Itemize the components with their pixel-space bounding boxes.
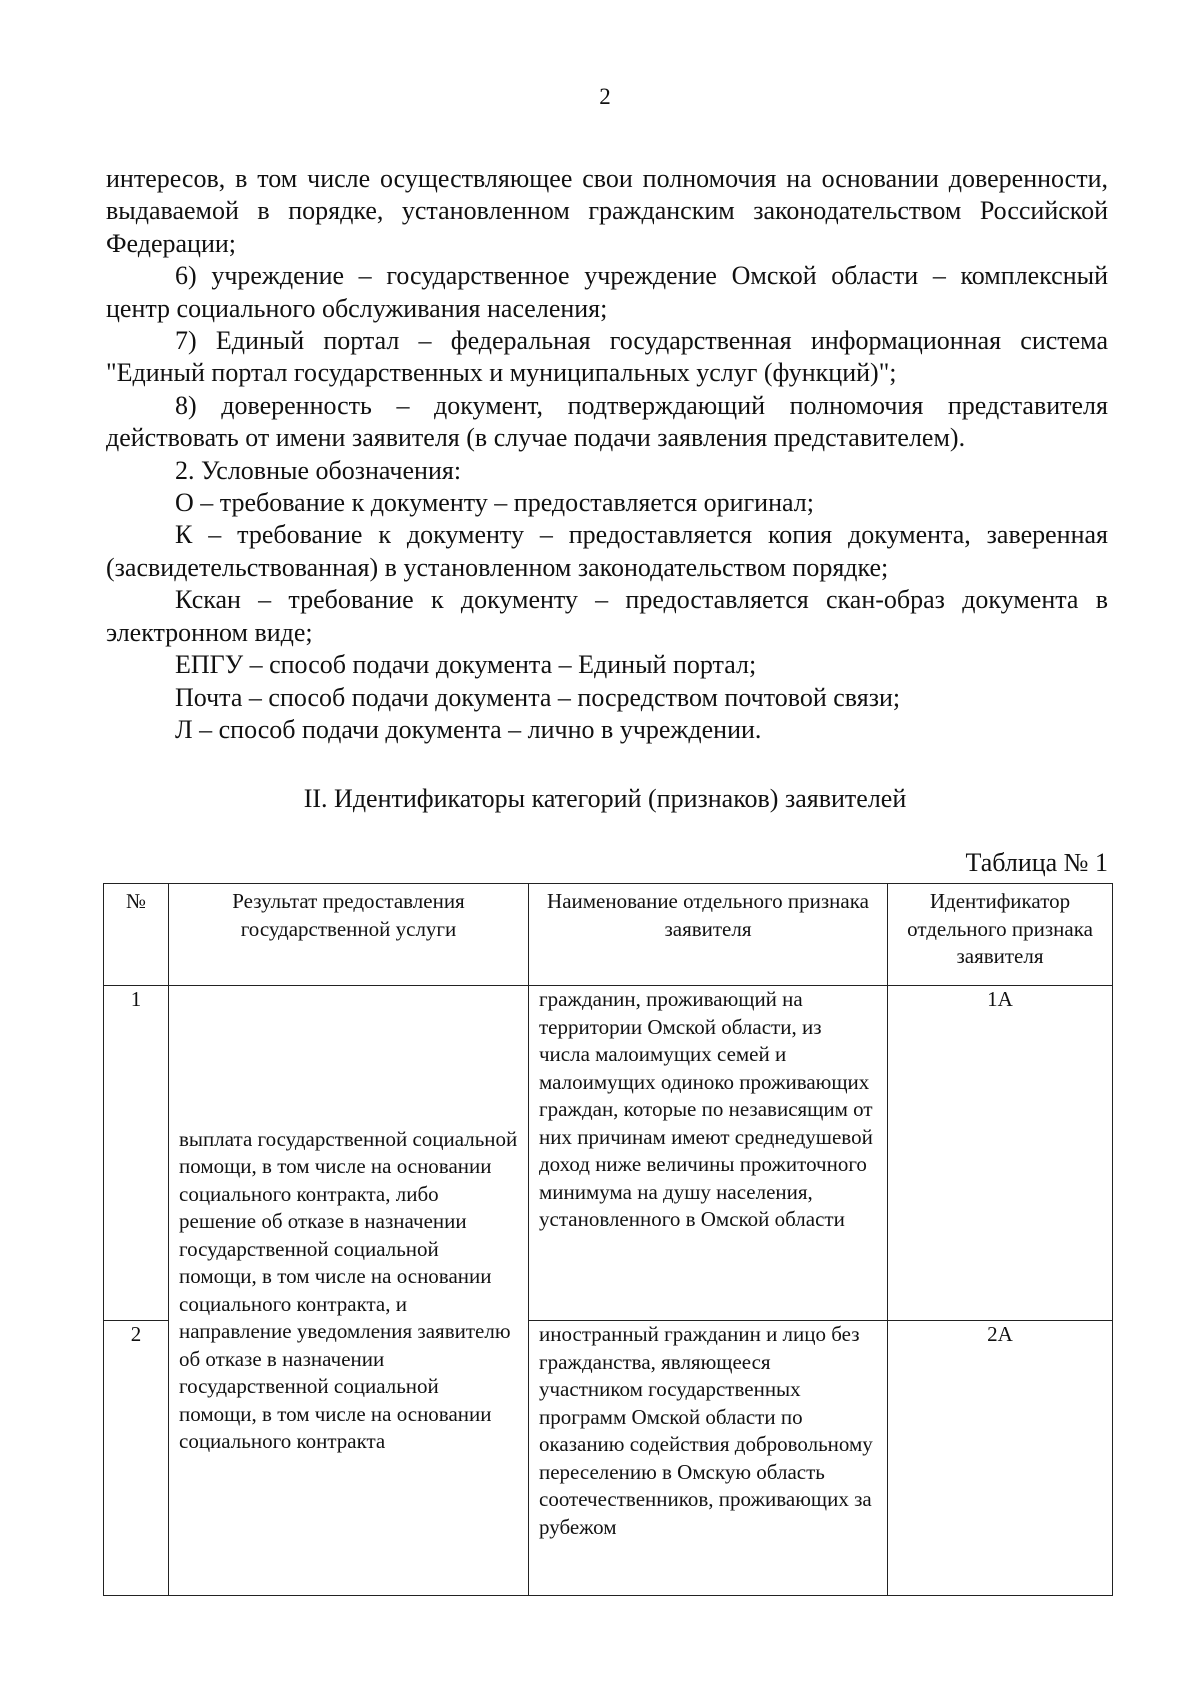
row-number: 1 — [104, 986, 169, 1321]
row-number: 2 — [104, 1321, 169, 1596]
feature-cell: иностранный гражданин и лицо без гражданства, являющееся участником государственных программ Омской области по оказанию содействия добровольному переселению в Омскую область соотечественников, проживающих за рубежом — [529, 1321, 888, 1596]
paragraph: К – требование к документу – предоставляется копия документа, заверенная (засвидетельствованная) в установленном законодательством порядке; — [106, 520, 1108, 582]
identifier-cell: 1А — [888, 986, 1113, 1321]
table-row — [104, 986, 1113, 1321]
header-identifier: Идентификатор отдельного признака заявителя — [888, 884, 1113, 986]
paragraph: интересов, в том числе осуществляющее свои полномочия на основании доверенности, выдаваемой в порядке, установленном гражданским законодательством Российской Федерации; — [106, 164, 1108, 258]
paragraph: Л – способ подачи документа – лично в учреждении. — [175, 714, 762, 744]
header-feature: Наименование отдельного признака заявителя — [529, 884, 888, 986]
paragraph: 2. Условные обозначения: — [175, 455, 462, 485]
table-header-row — [104, 884, 1113, 986]
paragraph: 6) учреждение – государственное учреждение Омской области – комплексный центр социального обслуживания населения; — [106, 261, 1108, 323]
paragraph: ЕПГУ – способ подачи документа – Единый портал; — [175, 650, 757, 680]
page-number: 2 — [599, 84, 611, 109]
header-number: № — [104, 884, 169, 986]
table-caption: Таблица № 1 — [965, 848, 1108, 877]
paragraph: Почта – способ подачи документа – посредством почтовой связи; — [175, 682, 901, 712]
paragraph: Кскан – требование к документу – предоставляется скан-образ документа в электронном виде; — [106, 585, 1108, 647]
identifiers-table — [103, 883, 1113, 1596]
paragraph: О – требование к документу – предоставляется оригинал; — [175, 488, 814, 518]
identifier-cell: 2А — [888, 1321, 1113, 1596]
paragraph: 8) доверенность – документ, подтверждающий полномочия представителя действовать от имени заявителя (в случае подачи заявления представителем). — [106, 390, 1108, 453]
feature-cell: гражданин, проживающий на территории Омской области, из числа малоимущих семей и малоимущих одиноко проживающих граждан, которые по независящим от них причинам имеют среднедушевой доход ниже величины прожиточного минимума на душу населения, установленного в Омской области — [529, 986, 888, 1321]
paragraph: 7) Единый портал – федеральная государственная информационная система "Единый портал государственных и муниципальных услуг (функций)"; — [106, 326, 1108, 388]
header-result: Результат предоставления государственной услуги — [169, 884, 529, 986]
result-cell: выплата государственной социальной помощи, в том числе на основании социального контракта, либо решение об отказе в назначении государственной социальной помощи, в том числе на основании социального контракта, и направление уведомления заявителю об отказе в назначении государственной социальной помощи, в том числе на основании социального контракта — [169, 986, 529, 1596]
body-text — [106, 163, 1108, 746]
section-title: II. Идентификаторы категорий (признаков) заявителей — [303, 784, 907, 813]
